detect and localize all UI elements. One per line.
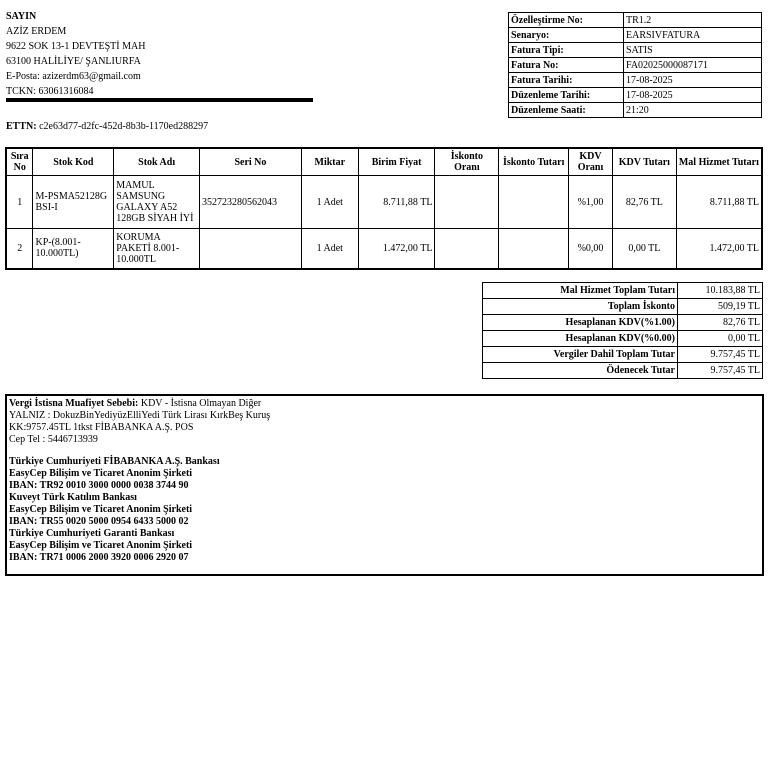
meta-value: FA02025000087171 (624, 58, 762, 73)
meta-row (509, 28, 762, 43)
ettn-value: c2e63d77-d2fc-452d-8b3b-1170ed288297 (39, 121, 209, 132)
header-cell: İskonto Oranı (435, 148, 499, 176)
bank-line: Kuveyt Türk Katılım Bankası (9, 492, 137, 503)
bank-line: IBAN: TR55 0020 5000 0954 6433 5000 02 (9, 516, 189, 527)
buyer-divider (6, 98, 313, 102)
totals-key: Hesaplanan KDV(%0.00) (483, 331, 678, 347)
vat-rate: %1,00 (569, 176, 613, 229)
stock-code: M-PSMA52128GBSI-I (33, 176, 114, 229)
exemption-label: Vergi İstisna Muafiyet Sebebi: (9, 398, 139, 409)
spacer (9, 446, 762, 456)
vat-rate: %0,00 (569, 229, 613, 269)
discount-rate (435, 229, 499, 269)
items-table (5, 147, 763, 270)
buyer-tckn: TCKN: 63061316084 (6, 86, 94, 97)
discount-amount (499, 229, 569, 269)
totals-row (483, 299, 763, 315)
header-cell: Mal Hizmet Tutarı (676, 148, 762, 176)
line-total: 1.472,00 TL (676, 229, 762, 269)
meta-row (509, 103, 762, 118)
ettn-line (6, 121, 208, 132)
totals-row (483, 283, 763, 299)
serial-no: 352723280562043 (200, 176, 302, 229)
meta-value: EARSIVFATURA (624, 28, 762, 43)
meta-value: 17-08-2025 (624, 73, 762, 88)
unit-price: 8.711,88 TL (358, 176, 435, 229)
totals-value: 509,19 TL (678, 299, 763, 315)
buyer-heading: SAYIN (6, 11, 37, 22)
totals-value: 0,00 TL (678, 331, 763, 347)
quantity: 1 Adet (301, 229, 358, 269)
meta-row (509, 43, 762, 58)
quantity: 1 Adet (301, 176, 358, 229)
totals-key: Toplam İskonto (483, 299, 678, 315)
bank-line: EasyCep Bilişim ve Ticaret Anonim Şirketi (9, 540, 193, 551)
table-row (6, 229, 762, 269)
phone-line: Cep Tel : 5446713939 (9, 434, 98, 445)
bank-line: Türkiye Cumhuriyeti FİBABANKA A.Ş. Bankası (9, 456, 220, 467)
vat-amount: 82,76 TL (612, 176, 676, 229)
meta-row (509, 13, 762, 28)
totals-key: Mal Hizmet Toplam Tutarı (483, 283, 678, 299)
bank-line: IBAN: TR71 0006 2000 3920 0006 2920 07 (9, 552, 189, 563)
meta-value: 17-08-2025 (624, 88, 762, 103)
line-total: 8.711,88 TL (676, 176, 762, 229)
header-cell: İskonto Tutarı (499, 148, 569, 176)
header-cell: KDV Oranı (569, 148, 613, 176)
totals-key: Ödenecek Tutar (483, 363, 678, 379)
meta-key: Özelleştirme No: (509, 13, 624, 28)
header-cell: KDV Tutarı (612, 148, 676, 176)
header-cell: Seri No (200, 148, 302, 176)
invoice-meta-table (508, 12, 762, 118)
meta-key: Senaryo: (509, 28, 624, 43)
totals-value: 10.183,88 TL (678, 283, 763, 299)
buyer-block (6, 9, 145, 99)
table-row (6, 176, 762, 229)
stock-name: MAMUL SAMSUNG GALAXY A52 128GB SİYAH İYİ (114, 176, 200, 229)
bank-line: EasyCep Bilişim ve Ticaret Anonim Şirketi (9, 468, 193, 479)
header-cell: Stok Adı (114, 148, 200, 176)
meta-key: Düzenleme Tarihi: (509, 88, 624, 103)
serial-no (200, 229, 302, 269)
notes-box (5, 394, 764, 576)
exemption-value: KDV - İstisna Olmayan Diğer (138, 398, 262, 409)
totals-key: Hesaplanan KDV(%1.00) (483, 315, 678, 331)
bank-line: Türkiye Cumhuriyeti Garanti Bankası (9, 528, 175, 539)
buyer-email: E-Posta: azizerdm63@gmail.com (6, 71, 141, 82)
buyer-address-line-2: 63100 HALİLİYE/ ŞANLIURFA (6, 56, 141, 67)
unit-price: 1.472,00 TL (358, 229, 435, 269)
meta-key: Düzenleme Saati: (509, 103, 624, 118)
totals-row (483, 331, 763, 347)
meta-row (509, 58, 762, 73)
meta-value: 21:20 (624, 103, 762, 118)
row-number: 1 (6, 176, 33, 229)
totals-row (483, 315, 763, 331)
buyer-name: AZİZ ERDEM (6, 26, 67, 37)
totals-table (482, 282, 763, 379)
stock-code: KP-(8.001-10.000TL) (33, 229, 114, 269)
amount-in-words: YALNIZ : DokuzBinYediyüzElliYedi Türk Lirası KırkBeş Kuruş (9, 410, 271, 421)
totals-value: 9.757,45 TL (678, 363, 763, 379)
header-cell: Miktar (301, 148, 358, 176)
bank-line: EasyCep Bilişim ve Ticaret Anonim Şirketi (9, 504, 193, 515)
header-cell: Stok Kod (33, 148, 114, 176)
meta-value: SATIS (624, 43, 762, 58)
header-cell: Sıra No (6, 148, 33, 176)
meta-key: Fatura Tipi: (509, 43, 624, 58)
buyer-address-line-1: 9622 SOK 13-1 DEVTEŞTİ MAH (6, 41, 146, 52)
totals-row (483, 363, 763, 379)
stock-name: KORUMA PAKETİ 8.001-10.000TL (114, 229, 200, 269)
meta-value: TR1.2 (624, 13, 762, 28)
meta-key: Fatura No: (509, 58, 624, 73)
totals-value: 82,76 TL (678, 315, 763, 331)
vat-amount: 0,00 TL (612, 229, 676, 269)
items-header-row (6, 148, 762, 176)
totals-row (483, 347, 763, 363)
discount-rate (435, 176, 499, 229)
meta-key: Fatura Tarihi: (509, 73, 624, 88)
totals-key: Vergiler Dahil Toplam Tutar (483, 347, 678, 363)
row-number: 2 (6, 229, 33, 269)
discount-amount (499, 176, 569, 229)
header-cell: Birim Fiyat (358, 148, 435, 176)
bank-line: IBAN: TR92 0010 3000 0000 0038 3744 90 (9, 480, 189, 491)
exemption-line (9, 398, 762, 410)
meta-row (509, 73, 762, 88)
pos-line: KK:9757.45TL 1tkst FİBABANKA A.Ş. POS (9, 422, 194, 433)
totals-value: 9.757,45 TL (678, 347, 763, 363)
meta-row (509, 88, 762, 103)
ettn-label: ETTN: (6, 121, 37, 132)
